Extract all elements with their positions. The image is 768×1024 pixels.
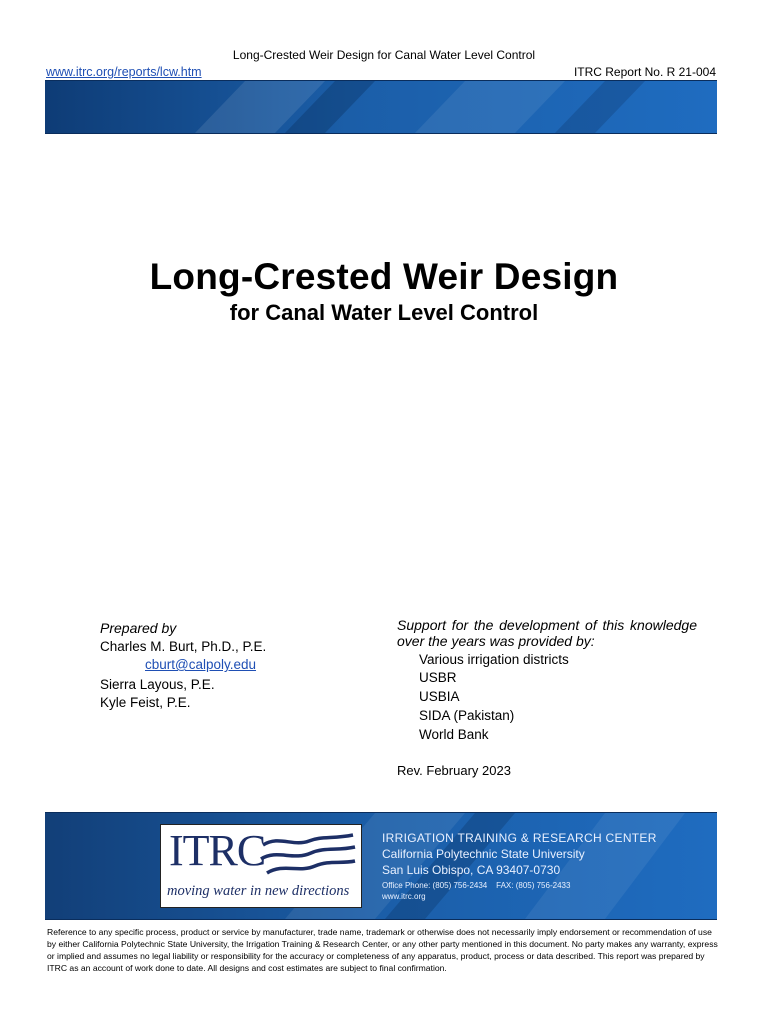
revision-date: Rev. February 2023 [397,763,511,778]
author-name: Sierra Layous, P.E. [100,677,215,692]
water-waves-icon [259,833,357,877]
document-title: Long-Crested Weir Design [149,256,619,297]
logo-tagline: moving water in new directions [167,883,350,899]
org-name: IRRIGATION TRAINING & RESEARCH CENTER [382,831,657,845]
support-item: SIDA (Pakistan) [419,708,515,723]
org-address: San Luis Obispo, CA 93407-0730 [382,863,561,877]
banner-stripes [45,81,717,133]
support-item: USBR [419,670,457,685]
report-url-link[interactable]: www.itrc.org/reports/lcw.htm [46,65,202,79]
document-subtitle: for Canal Water Level Control [229,300,539,325]
support-item: Various irrigation districts [419,652,569,667]
prepared-by-label: Prepared by [100,620,177,636]
author-name: Kyle Feist, P.E. [100,695,191,710]
org-website: www.itrc.org [382,892,426,901]
header-title: Long-Crested Weir Design for Canal Water Level Control [232,48,536,62]
logo-wordmark: ITRC [169,826,266,875]
org-university: California Polytechnic State University [382,847,585,861]
report-number: ITRC Report No. R 21-004 [573,65,716,79]
org-phone-fax: Office Phone: (805) 756-2434 FAX: (805) 756-2433 [382,881,571,890]
disclaimer-text: Reference to any specific process, product or service by manufacturer, trade name, trademark or otherwise does not necessarily imply endorsement or recommendation of use by either California Polytechnic State University, the Irrigation Training & Research Center, or any other party mentioned in this document. No party makes any warranty, express or implied and assumes no legal liability or responsibility for the accuracy or completeness of any apparatus, product, process or data described. This report was prepared by ITRC as an account of work done to date. All designs and cost estimates are subject to final confirmation. [47,927,718,973]
support-item: USBIA [419,689,460,704]
author-email-link[interactable]: cburt@calpoly.edu [145,657,257,672]
itrc-logo [160,824,362,908]
top-banner [45,80,717,134]
support-statement: Support for the development of this knowledge over the years was provided by: [397,617,697,649]
support-item: World Bank [419,727,489,742]
author-name: Charles M. Burt, Ph.D., P.E. [100,639,267,654]
footer-stripes [45,813,717,919]
footer-banner [45,812,717,920]
